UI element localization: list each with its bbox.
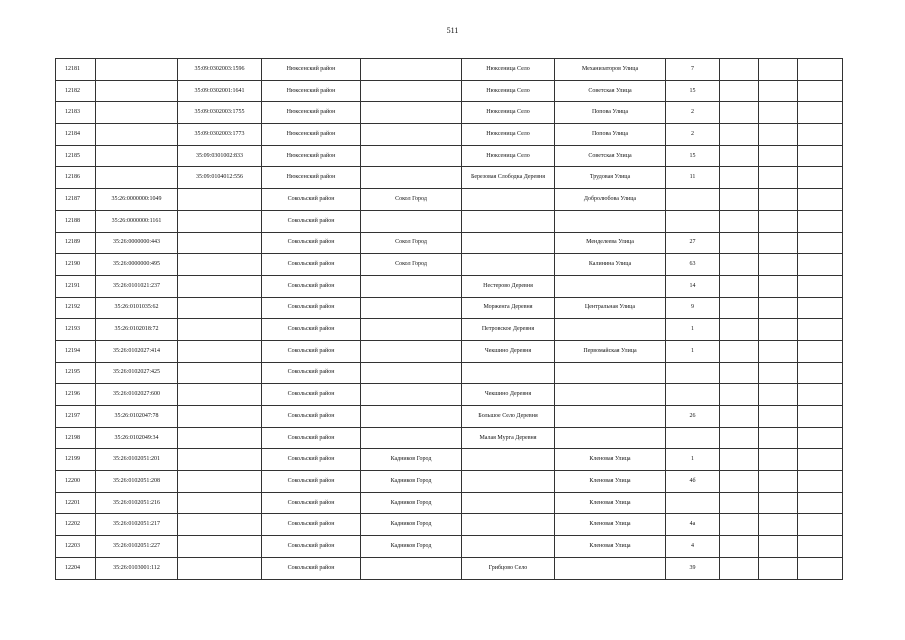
city-cell (361, 210, 462, 232)
street-cell: Трудовая Улица (555, 167, 666, 189)
empty-cell (720, 471, 759, 493)
empty-cell (798, 189, 843, 211)
settlement-cell (462, 536, 555, 558)
house-number-cell: 9 (666, 297, 720, 319)
table-row (56, 167, 843, 189)
city-cell (361, 102, 462, 124)
house-number-cell: 15 (666, 80, 720, 102)
empty-cell (759, 145, 798, 167)
record-id-cell: 12194 (56, 340, 96, 362)
city-cell: Кадников Город (361, 536, 462, 558)
empty-cell (798, 254, 843, 276)
house-number-cell: 7 (666, 59, 720, 81)
cadastral-number-alt-cell (178, 557, 262, 579)
empty-cell (720, 59, 759, 81)
empty-cell (798, 167, 843, 189)
empty-cell (798, 124, 843, 146)
cadastral-number-cell (96, 102, 178, 124)
table-row (56, 492, 843, 514)
settlement-cell: Нестерово Деревня (462, 275, 555, 297)
empty-cell (759, 492, 798, 514)
cadastral-number-cell: 35:26:0102051:217 (96, 514, 178, 536)
district-cell: Сокольский район (262, 340, 361, 362)
table-row (56, 536, 843, 558)
empty-cell (759, 297, 798, 319)
empty-cell (759, 124, 798, 146)
cadastral-number-alt-cell (178, 297, 262, 319)
house-number-cell (666, 189, 720, 211)
cadastral-number-alt-cell: 35:09:0302001:1641 (178, 80, 262, 102)
empty-cell (720, 232, 759, 254)
district-cell: Нюксенский район (262, 124, 361, 146)
district-cell: Сокольский район (262, 536, 361, 558)
empty-cell (759, 80, 798, 102)
page-number: 511 (446, 26, 459, 35)
street-cell: Кленовая Улица (555, 471, 666, 493)
empty-cell (798, 102, 843, 124)
empty-cell (720, 297, 759, 319)
house-number-cell: 2 (666, 124, 720, 146)
city-cell: Сокол Город (361, 254, 462, 276)
settlement-cell: Нюксеница Село (462, 80, 555, 102)
street-cell: Калинина Улица (555, 254, 666, 276)
record-id-cell: 12193 (56, 319, 96, 341)
empty-cell (720, 492, 759, 514)
house-number-cell: 26 (666, 406, 720, 428)
settlement-cell: Морженга Деревня (462, 297, 555, 319)
empty-cell (759, 59, 798, 81)
empty-cell (759, 319, 798, 341)
street-cell (555, 319, 666, 341)
record-id-cell: 12192 (56, 297, 96, 319)
city-cell (361, 59, 462, 81)
cadastral-number-alt-cell (178, 254, 262, 276)
cadastral-number-alt-cell (178, 189, 262, 211)
record-id-cell: 12202 (56, 514, 96, 536)
city-cell (361, 384, 462, 406)
empty-cell (720, 406, 759, 428)
record-id-cell: 12190 (56, 254, 96, 276)
empty-cell (798, 384, 843, 406)
cadastral-number-cell: 35:26:0000000:1049 (96, 189, 178, 211)
district-cell: Сокольский район (262, 514, 361, 536)
district-cell: Сокольский район (262, 319, 361, 341)
cadastral-number-alt-cell (178, 536, 262, 558)
empty-cell (720, 536, 759, 558)
empty-cell (759, 189, 798, 211)
record-id-cell: 12183 (56, 102, 96, 124)
table-row (56, 210, 843, 232)
record-id-cell: 12187 (56, 189, 96, 211)
settlement-cell: Чекшино Деревня (462, 340, 555, 362)
city-cell: Кадников Город (361, 492, 462, 514)
record-id-cell: 12200 (56, 471, 96, 493)
empty-cell (759, 514, 798, 536)
house-number-cell: 27 (666, 232, 720, 254)
city-cell: Кадников Город (361, 449, 462, 471)
empty-cell (798, 232, 843, 254)
cadastral-number-cell: 35:26:0102049:34 (96, 427, 178, 449)
empty-cell (720, 145, 759, 167)
empty-cell (798, 275, 843, 297)
table-row (56, 124, 843, 146)
table-row (56, 406, 843, 428)
district-cell: Сокольский район (262, 427, 361, 449)
settlement-cell (462, 449, 555, 471)
empty-cell (759, 449, 798, 471)
empty-cell (759, 406, 798, 428)
empty-cell (798, 536, 843, 558)
record-id-cell: 12184 (56, 124, 96, 146)
street-cell: Кленовая Улица (555, 449, 666, 471)
city-cell: Сокол Город (361, 189, 462, 211)
cadastral-number-cell: 35:26:0101035:62 (96, 297, 178, 319)
table-row (56, 449, 843, 471)
city-cell (361, 275, 462, 297)
table-row (56, 362, 843, 384)
empty-cell (759, 536, 798, 558)
street-cell: Кленовая Улица (555, 536, 666, 558)
street-cell (555, 557, 666, 579)
district-cell: Нюксенский район (262, 167, 361, 189)
empty-cell (759, 232, 798, 254)
table-row (56, 340, 843, 362)
house-number-cell: 1 (666, 449, 720, 471)
cadastral-number-cell: 35:26:0101021:237 (96, 275, 178, 297)
record-id-cell: 12198 (56, 427, 96, 449)
street-cell (555, 427, 666, 449)
house-number-cell: 15 (666, 145, 720, 167)
empty-cell (720, 449, 759, 471)
house-number-cell (666, 362, 720, 384)
record-id-cell: 12182 (56, 80, 96, 102)
street-cell (555, 362, 666, 384)
empty-cell (720, 514, 759, 536)
table-row (56, 80, 843, 102)
house-number-cell: 1 (666, 340, 720, 362)
settlement-cell (462, 514, 555, 536)
record-id-cell: 12203 (56, 536, 96, 558)
empty-cell (720, 124, 759, 146)
empty-cell (720, 254, 759, 276)
table-row (56, 297, 843, 319)
district-cell: Сокольский район (262, 362, 361, 384)
empty-cell (720, 275, 759, 297)
district-cell: Сокольский район (262, 449, 361, 471)
table-row (56, 319, 843, 341)
table-row (56, 384, 843, 406)
empty-cell (798, 340, 843, 362)
cadastral-number-cell (96, 145, 178, 167)
empty-cell (720, 319, 759, 341)
empty-cell (720, 557, 759, 579)
registry-table (55, 58, 843, 580)
empty-cell (720, 427, 759, 449)
empty-cell (798, 80, 843, 102)
cadastral-number-alt-cell (178, 319, 262, 341)
settlement-cell: Нюксеница Село (462, 145, 555, 167)
district-cell: Сокольский район (262, 471, 361, 493)
district-cell: Сокольский район (262, 210, 361, 232)
cadastral-number-cell: 35:26:0000000:1161 (96, 210, 178, 232)
record-id-cell: 12199 (56, 449, 96, 471)
street-cell (555, 406, 666, 428)
city-cell (361, 427, 462, 449)
cadastral-number-cell: 35:26:0102051:216 (96, 492, 178, 514)
cadastral-number-alt-cell (178, 340, 262, 362)
house-number-cell: 4 (666, 536, 720, 558)
street-cell: Советская Улица (555, 80, 666, 102)
empty-cell (720, 384, 759, 406)
empty-cell (759, 427, 798, 449)
district-cell: Нюксенский район (262, 80, 361, 102)
empty-cell (798, 492, 843, 514)
city-cell (361, 340, 462, 362)
cadastral-number-cell: 35:26:0102027:414 (96, 340, 178, 362)
record-id-cell: 12204 (56, 557, 96, 579)
cadastral-number-cell: 35:26:0102018:72 (96, 319, 178, 341)
city-cell (361, 145, 462, 167)
cadastral-number-cell (96, 80, 178, 102)
empty-cell (798, 427, 843, 449)
settlement-cell: Нюксеница Село (462, 124, 555, 146)
house-number-cell: 14 (666, 275, 720, 297)
cadastral-number-alt-cell (178, 384, 262, 406)
cadastral-number-alt-cell (178, 275, 262, 297)
record-id-cell: 12195 (56, 362, 96, 384)
record-id-cell: 12196 (56, 384, 96, 406)
city-cell (361, 80, 462, 102)
record-id-cell: 12186 (56, 167, 96, 189)
city-cell: Кадников Город (361, 471, 462, 493)
empty-cell (798, 210, 843, 232)
empty-cell (759, 384, 798, 406)
cadastral-number-alt-cell (178, 514, 262, 536)
empty-cell (798, 514, 843, 536)
empty-cell (798, 471, 843, 493)
empty-cell (759, 471, 798, 493)
street-cell: Менделеева Улица (555, 232, 666, 254)
empty-cell (759, 254, 798, 276)
empty-cell (798, 145, 843, 167)
empty-cell (798, 449, 843, 471)
empty-cell (759, 167, 798, 189)
house-number-cell (666, 427, 720, 449)
cadastral-number-cell: 35:26:0102051:208 (96, 471, 178, 493)
cadastral-number-alt-cell (178, 427, 262, 449)
cadastral-number-alt-cell (178, 492, 262, 514)
street-cell (555, 384, 666, 406)
district-cell: Сокольский район (262, 384, 361, 406)
cadastral-number-cell: 35:26:0103001:112 (96, 557, 178, 579)
street-cell: Советская Улица (555, 145, 666, 167)
table-row (56, 275, 843, 297)
cadastral-number-cell (96, 59, 178, 81)
empty-cell (720, 189, 759, 211)
cadastral-number-cell (96, 124, 178, 146)
empty-cell (798, 362, 843, 384)
cadastral-number-cell: 35:26:0102051:227 (96, 536, 178, 558)
table-row (56, 145, 843, 167)
cadastral-number-alt-cell (178, 210, 262, 232)
settlement-cell: Петровское Деревня (462, 319, 555, 341)
empty-cell (798, 297, 843, 319)
cadastral-number-cell: 35:26:0102051:201 (96, 449, 178, 471)
cadastral-number-alt-cell (178, 471, 262, 493)
settlement-cell: Грибцово Село (462, 557, 555, 579)
empty-cell (720, 167, 759, 189)
district-cell: Нюксенский район (262, 102, 361, 124)
record-id-cell: 12191 (56, 275, 96, 297)
settlement-cell: Березовая Слободка Деревня (462, 167, 555, 189)
empty-cell (798, 319, 843, 341)
street-cell: Попова Улица (555, 124, 666, 146)
empty-cell (720, 210, 759, 232)
table-row (56, 59, 843, 81)
empty-cell (798, 406, 843, 428)
record-id-cell: 12188 (56, 210, 96, 232)
city-cell (361, 362, 462, 384)
empty-cell (720, 80, 759, 102)
empty-cell (759, 210, 798, 232)
table-row (56, 514, 843, 536)
district-cell: Сокольский район (262, 232, 361, 254)
district-cell: Сокольский район (262, 406, 361, 428)
cadastral-number-cell: 35:26:0000000:443 (96, 232, 178, 254)
settlement-cell: Чекшино Деревня (462, 384, 555, 406)
empty-cell (798, 59, 843, 81)
settlement-cell: Малая Мурга Деревня (462, 427, 555, 449)
city-cell (361, 124, 462, 146)
city-cell (361, 297, 462, 319)
cadastral-number-alt-cell: 35:09:0302003:1596 (178, 59, 262, 81)
district-cell: Сокольский район (262, 189, 361, 211)
settlement-cell (462, 210, 555, 232)
street-cell (555, 210, 666, 232)
street-cell: Кленовая Улица (555, 514, 666, 536)
city-cell (361, 557, 462, 579)
record-id-cell: 12185 (56, 145, 96, 167)
street-cell: Добролюбова Улица (555, 189, 666, 211)
table-row (56, 471, 843, 493)
city-cell: Кадников Город (361, 514, 462, 536)
empty-cell (798, 557, 843, 579)
empty-cell (759, 275, 798, 297)
cadastral-number-cell: 35:26:0000000:495 (96, 254, 178, 276)
settlement-cell (462, 254, 555, 276)
city-cell: Сокол Город (361, 232, 462, 254)
district-cell: Сокольский район (262, 492, 361, 514)
city-cell (361, 167, 462, 189)
house-number-cell: 2 (666, 102, 720, 124)
district-cell: Сокольский район (262, 254, 361, 276)
district-cell: Нюксенский район (262, 145, 361, 167)
table-row (56, 189, 843, 211)
street-cell: Первомайская Улица (555, 340, 666, 362)
cadastral-number-cell: 35:26:0102027:600 (96, 384, 178, 406)
district-cell: Сокольский район (262, 297, 361, 319)
city-cell (361, 406, 462, 428)
district-cell: Сокольский район (262, 557, 361, 579)
house-number-cell: 4а (666, 514, 720, 536)
settlement-cell (462, 232, 555, 254)
house-number-cell: 63 (666, 254, 720, 276)
house-number-cell (666, 384, 720, 406)
settlement-cell: Большое Село Деревня (462, 406, 555, 428)
city-cell (361, 319, 462, 341)
house-number-cell: 4б (666, 471, 720, 493)
empty-cell (759, 340, 798, 362)
table-body (56, 59, 843, 580)
table-row (56, 427, 843, 449)
settlement-cell: Нюксеница Село (462, 59, 555, 81)
cadastral-number-alt-cell: 35:09:0301002:833 (178, 145, 262, 167)
table-row (56, 232, 843, 254)
house-number-cell: 39 (666, 557, 720, 579)
cadastral-number-alt-cell: 35:09:0302003:1755 (178, 102, 262, 124)
district-cell: Сокольский район (262, 275, 361, 297)
house-number-cell (666, 210, 720, 232)
settlement-cell (462, 471, 555, 493)
street-cell: Попова Улица (555, 102, 666, 124)
cadastral-number-alt-cell (178, 362, 262, 384)
record-id-cell: 12197 (56, 406, 96, 428)
cadastral-number-alt-cell (178, 449, 262, 471)
house-number-cell: 1 (666, 319, 720, 341)
cadastral-number-alt-cell: 35:09:0104012:556 (178, 167, 262, 189)
empty-cell (720, 102, 759, 124)
cadastral-number-alt-cell (178, 406, 262, 428)
settlement-cell (462, 189, 555, 211)
empty-cell (720, 362, 759, 384)
table-row (56, 557, 843, 579)
empty-cell (759, 362, 798, 384)
empty-cell (759, 102, 798, 124)
record-id-cell: 12181 (56, 59, 96, 81)
street-cell (555, 275, 666, 297)
table-row (56, 102, 843, 124)
district-cell: Нюксенский район (262, 59, 361, 81)
cadastral-number-cell (96, 167, 178, 189)
street-cell: Центральная Улица (555, 297, 666, 319)
settlement-cell (462, 362, 555, 384)
street-cell: Механизаторов Улица (555, 59, 666, 81)
record-id-cell: 12189 (56, 232, 96, 254)
cadastral-number-cell: 35:26:0102047:78 (96, 406, 178, 428)
cadastral-number-alt-cell (178, 232, 262, 254)
settlement-cell: Нюксеница Село (462, 102, 555, 124)
cadastral-number-cell: 35:26:0102027:425 (96, 362, 178, 384)
settlement-cell (462, 492, 555, 514)
cadastral-number-alt-cell: 35:09:0302003:1773 (178, 124, 262, 146)
house-number-cell (666, 492, 720, 514)
empty-cell (720, 340, 759, 362)
record-id-cell: 12201 (56, 492, 96, 514)
house-number-cell: 11 (666, 167, 720, 189)
empty-cell (759, 557, 798, 579)
table-row (56, 254, 843, 276)
street-cell: Кленовая Улица (555, 492, 666, 514)
